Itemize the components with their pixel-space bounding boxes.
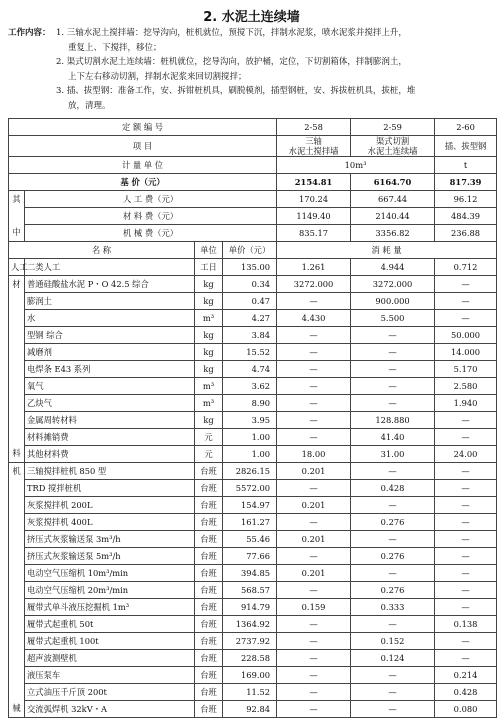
resource-name: 膨润土: [25, 293, 195, 310]
work-item-1: 1. 三轴水泥土搅拌墙：挖导沟向，桩机就位，预搅下沉，拌制水泥浆，喷水泥浆并搅拌上升，: [56, 28, 407, 38]
resource-row: [9, 310, 497, 327]
machines-group-cell: [9, 565, 25, 582]
resource-name: 履带式起重机 50t: [25, 616, 195, 633]
resource-name: 履带式单斗液压挖掘机 1m³: [25, 599, 195, 616]
resource-unit: kg: [195, 361, 223, 378]
resource-unit: 台班: [195, 616, 223, 633]
materials-group-cell: [9, 412, 25, 429]
materials-group-cell: [9, 361, 25, 378]
consumption-2-59: 128.880: [351, 412, 435, 429]
resource-name: 其他材料费: [25, 446, 195, 463]
resource-row: [9, 582, 497, 599]
item-2-58: 三轴 水泥土搅拌墙: [277, 136, 351, 157]
base-price-2-60: 817.39: [435, 174, 497, 191]
consumption-2-59: —: [351, 616, 435, 633]
consumption-2-58: —: [277, 582, 351, 599]
resource-name: 氧气: [25, 378, 195, 395]
resource-unit: 台班: [195, 463, 223, 480]
resource-name: 电焊条 E43 系列: [25, 361, 195, 378]
resource-row: [9, 463, 497, 480]
consumption-2-59: —: [351, 565, 435, 582]
base-price-2-58: 2154.81: [277, 174, 351, 191]
resource-name: 金属周转材料: [25, 412, 195, 429]
machines-group-cell: [9, 514, 25, 531]
resource-price: 11.52: [223, 684, 277, 701]
resource-name: 履带式起重机 100t: [25, 633, 195, 650]
resource-row: [9, 395, 497, 412]
quota-no-label: 定 额 编 号: [9, 119, 277, 136]
consumption-2-59: 0.276: [351, 514, 435, 531]
resource-name: 挤压式灰浆输送泵 3m³/h: [25, 531, 195, 548]
resource-name: 电动空气压缩机 10m³/min: [25, 565, 195, 582]
consumption-2-58: 0.201: [277, 531, 351, 548]
resource-unit: m³: [195, 310, 223, 327]
consumption-2-60: —: [435, 565, 497, 582]
code-2-58: 2-58: [277, 119, 351, 136]
consumption-2-58: —: [277, 429, 351, 446]
item-2-59: 渠式切割 水泥土连续墙: [351, 136, 435, 157]
resource-row: [9, 344, 497, 361]
materials-group-cell: [9, 293, 25, 310]
consumption-2-60: 1.940: [435, 395, 497, 412]
resource-price: 154.97: [223, 497, 277, 514]
resource-price: 568.57: [223, 582, 277, 599]
resource-price: 77.66: [223, 548, 277, 565]
machines-group-cell: [9, 650, 25, 667]
consumption-2-60: —: [435, 310, 497, 327]
materials-group-cell: [9, 344, 25, 361]
resource-row: [9, 327, 497, 344]
resource-unit: 台班: [195, 701, 223, 718]
materials-group-cell: [9, 429, 25, 446]
sub-row-labor: [9, 191, 497, 208]
machines-group-cell: [9, 531, 25, 548]
consumption-2-58: —: [277, 684, 351, 701]
consumption-2-59: —: [351, 463, 435, 480]
resource-row: [9, 633, 497, 650]
sub-group-top: 其: [9, 191, 25, 208]
resource-unit: 台班: [195, 514, 223, 531]
machines-group-cell: [9, 684, 25, 701]
resource-price: 0.34: [223, 276, 277, 293]
consumption-2-60: —: [435, 480, 497, 497]
resource-unit: kg: [195, 293, 223, 310]
consumption-2-60: 2.580: [435, 378, 497, 395]
resource-row: [9, 378, 497, 395]
col-consumption-header: 消 耗 量: [277, 242, 497, 259]
machines-group-top: 机: [9, 463, 25, 480]
consumption-2-60: —: [435, 412, 497, 429]
consumption-2-60: 0.138: [435, 616, 497, 633]
sub-material-label: 材 料 费（元）: [25, 208, 277, 225]
consumption-2-60: —: [435, 514, 497, 531]
resource-price: 0.47: [223, 293, 277, 310]
unit-row: [9, 157, 497, 174]
sub-labor-2-59: 667.44: [351, 191, 435, 208]
consumption-2-59: 900.000: [351, 293, 435, 310]
consumption-2-60: 14.000: [435, 344, 497, 361]
resource-row: [9, 514, 497, 531]
resource-row: [9, 361, 497, 378]
resource-price: 135.00: [223, 259, 277, 276]
resource-name: 材料摊销费: [25, 429, 195, 446]
machines-group-cell: [9, 616, 25, 633]
unit-t: t: [435, 157, 497, 174]
column-header-row: [9, 242, 497, 259]
sub-material-2-58: 1149.40: [277, 208, 351, 225]
machines-group-cell: [9, 599, 25, 616]
consumption-2-59: —: [351, 667, 435, 684]
resource-unit: kg: [195, 276, 223, 293]
sub-machine-2-59: 3356.82: [351, 225, 435, 242]
resource-row: [9, 293, 497, 310]
quota-table: [8, 118, 497, 718]
consumption-2-60: 0.712: [435, 259, 497, 276]
resource-unit: 台班: [195, 531, 223, 548]
resource-unit: 元: [195, 446, 223, 463]
resource-row: [9, 412, 497, 429]
resource-row: [9, 548, 497, 565]
resource-name: 液压泵车: [25, 667, 195, 684]
machines-group-cell: [9, 667, 25, 684]
sub-machine-2-60: 236.88: [435, 225, 497, 242]
work-content: [8, 26, 494, 113]
resource-unit: 台班: [195, 599, 223, 616]
unit-10m3: 10m³: [277, 157, 435, 174]
work-item-2: 2. 渠式切割水泥土连续墙：桩机就位，挖导沟向，放护桶，定位，下切割箱体，拌制膨润土，: [56, 57, 407, 67]
work-content-label: 工作内容：: [8, 28, 51, 38]
resource-price: 2826.15: [223, 463, 277, 480]
resource-row: [9, 599, 497, 616]
sub-machine-2-58: 835.17: [277, 225, 351, 242]
consumption-2-59: —: [351, 497, 435, 514]
resource-price: 1.00: [223, 446, 277, 463]
resource-unit: 台班: [195, 565, 223, 582]
resource-price: 4.27: [223, 310, 277, 327]
resource-name: 挤压式灰浆输送泵 5m³/h: [25, 548, 195, 565]
resource-name: 电动空气压缩机 20m³/min: [25, 582, 195, 599]
resource-price: 161.27: [223, 514, 277, 531]
sub-material-2-59: 2140.44: [351, 208, 435, 225]
consumption-2-59: 0.124: [351, 650, 435, 667]
code-2-60: 2-60: [435, 119, 497, 136]
consumption-2-60: —: [435, 463, 497, 480]
consumption-2-59: 3272.000: [351, 276, 435, 293]
resource-name: TRD 搅拌桩机: [25, 480, 195, 497]
resource-row: [9, 616, 497, 633]
consumption-2-59: 0.152: [351, 633, 435, 650]
resource-unit: 工日: [195, 259, 223, 276]
sub-group-bottom: 中: [9, 225, 25, 242]
machines-group-cell: [9, 497, 25, 514]
consumption-2-60: —: [435, 293, 497, 310]
consumption-2-58: —: [277, 667, 351, 684]
work-item-3-cont: 放，清理。: [68, 100, 111, 111]
resource-unit: 台班: [195, 684, 223, 701]
sub-row-machine: [9, 225, 497, 242]
resource-row: [9, 259, 497, 276]
consumption-2-60: 24.00: [435, 446, 497, 463]
sub-labor-2-58: 170.24: [277, 191, 351, 208]
consumption-2-58: —: [277, 514, 351, 531]
resource-price: 3.95: [223, 412, 277, 429]
consumption-2-58: —: [277, 378, 351, 395]
consumption-2-58: —: [277, 395, 351, 412]
resource-name: 二类人工: [25, 259, 195, 276]
resource-name: 水: [25, 310, 195, 327]
sub-labor-2-60: 96.12: [435, 191, 497, 208]
resource-name: 三轴搅拌桩机 850 型: [25, 463, 195, 480]
item-label: 项 目: [9, 136, 277, 157]
consumption-2-60: —: [435, 599, 497, 616]
materials-group-top: 材: [9, 276, 25, 293]
consumption-2-60: 0.428: [435, 684, 497, 701]
resource-row: [9, 701, 497, 718]
resource-price: 228.58: [223, 650, 277, 667]
consumption-2-60: —: [435, 548, 497, 565]
resource-row: [9, 565, 497, 582]
resource-name: 普通硅酸盐水泥 P・O 42.5 综合: [25, 276, 195, 293]
resource-name: 灰浆搅拌机 400L: [25, 514, 195, 531]
base-price-row: [9, 174, 497, 191]
labor-group-label: 人工: [9, 259, 25, 276]
sub-labor-label: 人 工 费（元）: [25, 191, 277, 208]
page-title: 2. 水泥土连续墙: [203, 10, 300, 25]
resource-row: [9, 650, 497, 667]
consumption-2-60: 0.214: [435, 667, 497, 684]
resource-unit: 台班: [195, 633, 223, 650]
resource-row: [9, 276, 497, 293]
consumption-2-58: 0.201: [277, 565, 351, 582]
consumption-2-60: 5.170: [435, 361, 497, 378]
consumption-2-58: —: [277, 616, 351, 633]
work-item-3: 3. 插、拔型钢：准备工作，安、拆钳桩机具，刷脱模剂，插型钢桩，安、拆拔桩机具，拔桩，堆: [56, 86, 416, 96]
resource-unit: 台班: [195, 497, 223, 514]
consumption-2-60: —: [435, 429, 497, 446]
consumption-2-60: —: [435, 633, 497, 650]
resource-price: 3.84: [223, 327, 277, 344]
resource-unit: m³: [195, 378, 223, 395]
resource-price: 394.85: [223, 565, 277, 582]
consumption-2-58: 18.00: [277, 446, 351, 463]
consumption-2-58: 0.201: [277, 463, 351, 480]
resource-unit: 台班: [195, 650, 223, 667]
resource-price: 914.79: [223, 599, 277, 616]
resource-price: 8.90: [223, 395, 277, 412]
resource-name: 乙炔气: [25, 395, 195, 412]
consumption-2-58: —: [277, 412, 351, 429]
sub-material-2-60: 484.39: [435, 208, 497, 225]
resource-unit: 台班: [195, 582, 223, 599]
machines-group-cell: [9, 548, 25, 565]
resource-price: 4.74: [223, 361, 277, 378]
consumption-2-58: —: [277, 480, 351, 497]
consumption-2-60: —: [435, 497, 497, 514]
consumption-2-59: 0.428: [351, 480, 435, 497]
machines-group-bottom: 械: [9, 701, 25, 718]
consumption-2-60: 0.080: [435, 701, 497, 718]
resource-name: 超声波测壁机: [25, 650, 195, 667]
resource-name: 交流弧焊机 32kV・A: [25, 701, 195, 718]
resource-unit: kg: [195, 412, 223, 429]
consumption-2-59: 41.40: [351, 429, 435, 446]
consumption-2-60: 50.000: [435, 327, 497, 344]
consumption-2-60: —: [435, 650, 497, 667]
resource-row: [9, 429, 497, 446]
materials-group-cell: [9, 310, 25, 327]
materials-group-cell: [9, 395, 25, 412]
resource-name: 灰浆搅拌机 200L: [25, 497, 195, 514]
consumption-2-58: —: [277, 293, 351, 310]
consumption-2-58: —: [277, 361, 351, 378]
consumption-2-58: —: [277, 701, 351, 718]
consumption-2-58: —: [277, 344, 351, 361]
item-2-60: 插、拔型钢: [435, 136, 497, 157]
consumption-2-59: —: [351, 531, 435, 548]
materials-group-bottom: 料: [9, 446, 25, 463]
resource-price: 15.52: [223, 344, 277, 361]
resource-price: 5572.00: [223, 480, 277, 497]
materials-group-cell: [9, 378, 25, 395]
code-2-59: 2-59: [351, 119, 435, 136]
consumption-2-59: —: [351, 395, 435, 412]
resource-price: 2737.92: [223, 633, 277, 650]
resource-price: 1364.92: [223, 616, 277, 633]
resource-name: 减磨剂: [25, 344, 195, 361]
col-price-header: 单价（元）: [223, 242, 277, 259]
resource-row: [9, 667, 497, 684]
sub-row-material: [9, 208, 497, 225]
consumption-2-59: 0.276: [351, 548, 435, 565]
consumption-2-58: 1.261: [277, 259, 351, 276]
consumption-2-59: 0.333: [351, 599, 435, 616]
resource-unit: 台班: [195, 667, 223, 684]
consumption-2-59: 31.00: [351, 446, 435, 463]
consumption-2-58: 0.201: [277, 497, 351, 514]
base-price-2-59: 6164.70: [351, 174, 435, 191]
materials-group-cell: [9, 327, 25, 344]
resource-row: [9, 446, 497, 463]
consumption-2-58: 4.430: [277, 310, 351, 327]
col-name-header: 名 称: [9, 242, 195, 259]
col-unit-header: 单位: [195, 242, 223, 259]
unit-label: 计 量 单 位: [9, 157, 277, 174]
resource-row: [9, 684, 497, 701]
quota-no-row: [9, 119, 497, 136]
consumption-2-58: —: [277, 650, 351, 667]
consumption-2-58: 3272.000: [277, 276, 351, 293]
resource-unit: 台班: [195, 480, 223, 497]
resource-row: [9, 531, 497, 548]
consumption-2-59: —: [351, 327, 435, 344]
resource-row: [9, 497, 497, 514]
consumption-2-60: —: [435, 276, 497, 293]
machines-group-cell: [9, 480, 25, 497]
consumption-2-60: —: [435, 531, 497, 548]
consumption-2-60: —: [435, 582, 497, 599]
consumption-2-59: —: [351, 701, 435, 718]
consumption-2-58: —: [277, 548, 351, 565]
consumption-2-58: 0.159: [277, 599, 351, 616]
work-item-1-cont: 重复上、下搅拌，移位；: [68, 42, 162, 53]
consumption-2-59: 4.944: [351, 259, 435, 276]
resource-price: 1.00: [223, 429, 277, 446]
consumption-2-58: —: [277, 633, 351, 650]
work-item-2-cont: 上下左右移动切割，拌制水泥浆来回切割搅拌；: [68, 71, 247, 82]
resource-unit: m³: [195, 395, 223, 412]
consumption-2-59: —: [351, 361, 435, 378]
resource-name: 型钢 综合: [25, 327, 195, 344]
resource-row: [9, 480, 497, 497]
consumption-2-59: —: [351, 684, 435, 701]
consumption-2-59: —: [351, 344, 435, 361]
resource-price: 92.84: [223, 701, 277, 718]
resource-name: 立式油压千斤顶 200t: [25, 684, 195, 701]
resource-unit: 台班: [195, 548, 223, 565]
machines-group-cell: [9, 633, 25, 650]
consumption-2-59: —: [351, 378, 435, 395]
sub-machine-label: 机 械 费（元）: [25, 225, 277, 242]
resource-unit: 元: [195, 429, 223, 446]
resource-price: 169.00: [223, 667, 277, 684]
machines-group-cell: [9, 582, 25, 599]
resource-price: 55.46: [223, 531, 277, 548]
consumption-2-59: 5.500: [351, 310, 435, 327]
resource-unit: kg: [195, 327, 223, 344]
consumption-2-58: —: [277, 327, 351, 344]
base-price-label: 基 价（元）: [9, 174, 277, 191]
resource-unit: kg: [195, 344, 223, 361]
consumption-2-59: 0.276: [351, 582, 435, 599]
resource-price: 3.62: [223, 378, 277, 395]
item-row: [9, 136, 497, 157]
